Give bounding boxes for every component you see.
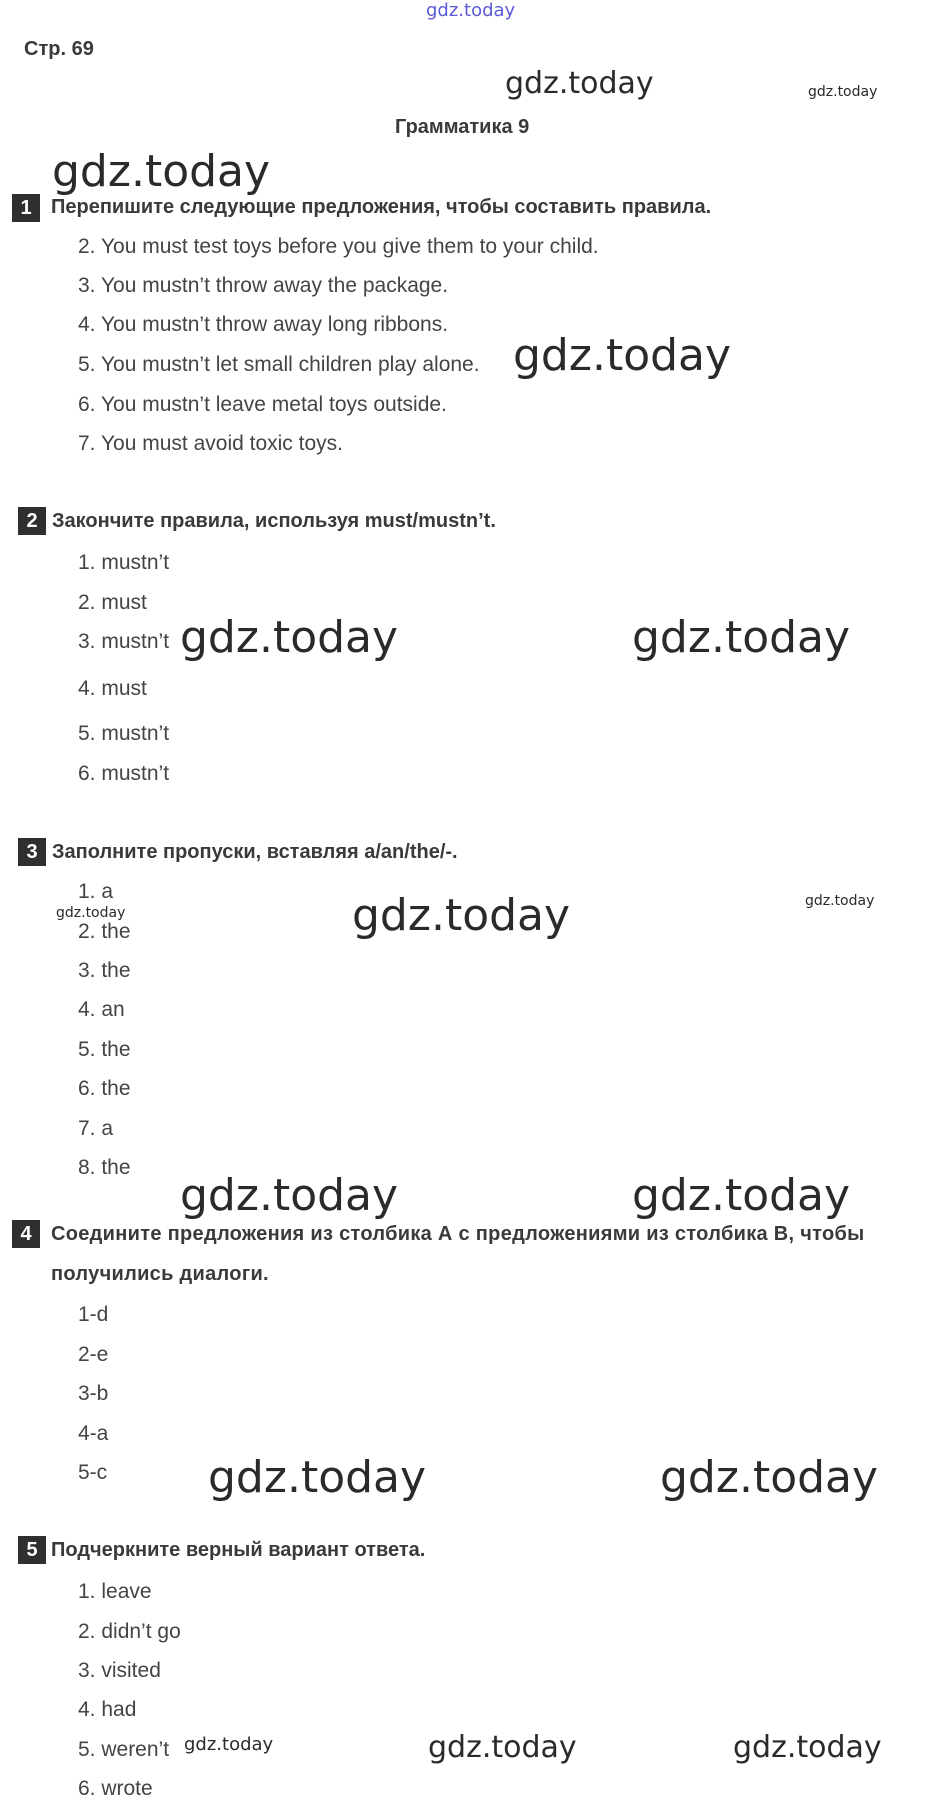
task-number: 3 xyxy=(18,838,46,866)
answer-item: 4. an xyxy=(78,998,125,1021)
answer-item: 5-c xyxy=(78,1461,108,1484)
watermark: gdz.today xyxy=(180,612,399,663)
answer-item: 4-a xyxy=(78,1422,109,1445)
answer-item: 2. You must test toys before you give them to your child. xyxy=(78,235,599,258)
task-title: Подчеркните верный вариант ответа. xyxy=(51,1539,426,1561)
task-number: 4 xyxy=(12,1220,40,1248)
answer-item: 1. leave xyxy=(78,1580,152,1603)
answer-item: 4. You mustn’t throw away long ribbons. xyxy=(78,313,449,336)
answer-item: 6. You mustn’t leave metal toys outside. xyxy=(78,393,447,416)
answer-item: 5. weren’t xyxy=(78,1738,170,1761)
watermark: gdz.today xyxy=(426,0,516,21)
answer-item: 2. didn’t go xyxy=(78,1620,181,1643)
answer-item: 3. You mustn’t throw away the package. xyxy=(78,274,449,297)
watermark: gdz.today xyxy=(184,1734,274,1755)
answer-item: 6. the xyxy=(78,1077,131,1100)
watermark: gdz.today xyxy=(805,893,875,909)
watermark: gdz.today xyxy=(660,1452,879,1503)
answer-item: 2-e xyxy=(78,1343,109,1366)
watermark: gdz.today xyxy=(208,1452,427,1503)
answer-item: 4. must xyxy=(78,677,147,700)
watermark: gdz.today xyxy=(180,1170,399,1221)
answer-item: 6. wrote xyxy=(78,1777,153,1800)
watermark: gdz.today xyxy=(352,890,571,941)
watermark: gdz.today xyxy=(52,146,271,197)
task-number: 5 xyxy=(18,1536,46,1564)
answer-item: 5. You mustn’t let small children play alone. xyxy=(78,353,480,376)
watermark: gdz.today xyxy=(632,612,851,663)
answer-item: 6. mustn’t xyxy=(78,762,170,785)
watermark: gdz.today xyxy=(505,66,654,101)
answer-item: 5. the xyxy=(78,1038,131,1061)
watermark: gdz.today xyxy=(808,84,878,100)
task-title: Закончите правила, используя must/mustn’t. xyxy=(52,510,496,532)
task-number: 2 xyxy=(18,507,46,535)
task-title: Перепишите следующие предложения, чтобы составить правила. xyxy=(51,196,712,218)
watermark: gdz.today xyxy=(513,330,732,381)
watermark: gdz.today xyxy=(56,905,126,921)
answer-item: 3. mustn’t xyxy=(78,630,170,653)
answer-item: 1. a xyxy=(78,880,114,903)
answer-item: 3. visited xyxy=(78,1659,161,1682)
answer-item: 2. the xyxy=(78,920,131,943)
task-title: Соедините предложения из столбика А с предложениями из столбика В, чтобы получились диалоги. xyxy=(51,1223,865,1285)
answer-item: 4. had xyxy=(78,1698,137,1721)
answer-item: 7. a xyxy=(78,1117,114,1140)
section-heading: Грамматика 9 xyxy=(395,116,530,138)
answer-item: 5. mustn’t xyxy=(78,722,170,745)
watermark: gdz.today xyxy=(733,1730,882,1765)
page-label: Стр. 69 xyxy=(24,38,94,60)
watermark: gdz.today xyxy=(632,1170,851,1221)
watermark: gdz.today xyxy=(428,1730,577,1765)
answer-item: 1. mustn’t xyxy=(78,551,170,574)
task-number: 1 xyxy=(12,194,40,222)
answer-item: 2. must xyxy=(78,591,147,614)
answer-item: 1-d xyxy=(78,1303,109,1326)
answer-item: 8. the xyxy=(78,1156,131,1179)
answer-item: 3. the xyxy=(78,959,131,982)
task-title: Заполните пропуски, вставляя a/an/the/-. xyxy=(52,841,458,863)
answer-item: 3-b xyxy=(78,1382,109,1405)
answer-item: 7. You must avoid toxic toys. xyxy=(78,432,343,455)
